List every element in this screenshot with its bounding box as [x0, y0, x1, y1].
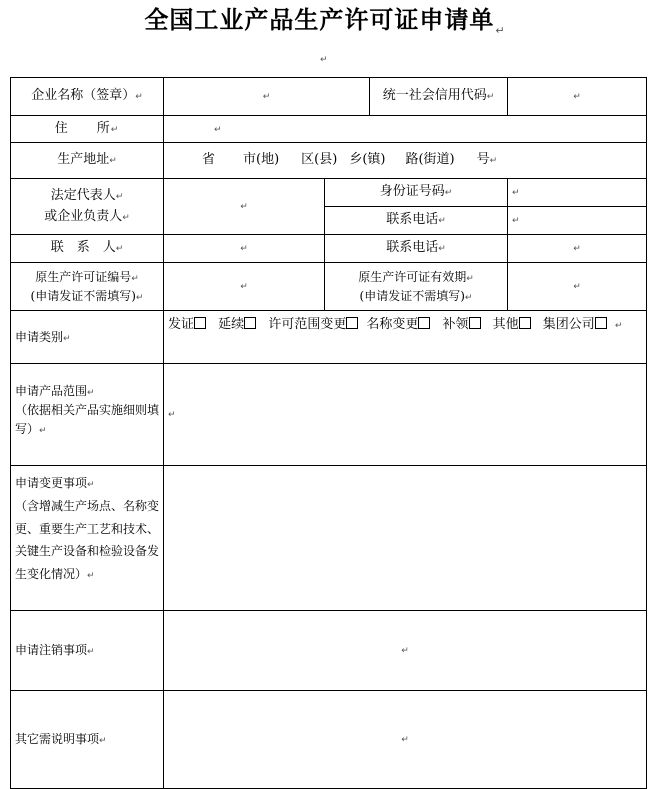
paragraph-mark-icon: ↵: [110, 124, 120, 135]
table-row: [11, 263, 647, 311]
checkbox[interactable]: [194, 317, 206, 329]
table-row: [11, 179, 647, 207]
category-option[interactable]: 发证: [168, 317, 208, 332]
table-row: [11, 143, 647, 179]
address-field[interactable]: [164, 116, 647, 143]
paragraph-mark-icon: ↵: [495, 24, 506, 37]
contact-field[interactable]: [164, 235, 325, 263]
paragraph-mark-icon: ↵: [131, 273, 139, 284]
checkbox[interactable]: [418, 317, 430, 329]
table-row: [11, 311, 647, 364]
other-items-field[interactable]: [164, 691, 647, 789]
paragraph-mark-icon: ↵: [614, 321, 623, 331]
company-name-label: 企业名称（签章）↵: [11, 78, 164, 116]
paragraph-mark-icon: ↵: [115, 244, 124, 255]
paragraph-mark-icon: ↵: [135, 292, 144, 303]
category-option[interactable]: 补领: [442, 317, 482, 332]
phone-label: 联系电话↵: [325, 207, 508, 235]
category-option[interactable]: 名称变更: [366, 317, 432, 332]
checkbox[interactable]: [519, 317, 531, 329]
table-row: [11, 78, 647, 116]
orig-valid-field[interactable]: [508, 263, 647, 311]
id-number-field[interactable]: [508, 179, 647, 207]
table-row: [11, 116, 647, 143]
address-label: 住 所↵: [11, 116, 164, 143]
paragraph-mark-icon: ↵: [486, 92, 495, 103]
legal-rep-field[interactable]: [164, 179, 325, 235]
paragraph-mark-icon: ↵: [444, 188, 453, 199]
paragraph-mark-icon: ↵: [109, 156, 117, 167]
change-items-label: 申请变更事项↵ （含增减生产场点、名称变更、重要生产工艺和技术、关键生产设备和检验设备发生变化情况）↵: [11, 466, 164, 611]
apply-type-label: 申请类别↵: [11, 311, 164, 364]
paragraph-mark-icon: ↵: [122, 212, 130, 223]
product-scope-field[interactable]: [164, 364, 647, 466]
contact-phone-label: 联系电话↵: [325, 235, 508, 263]
contact-label: 联 系 人↵: [11, 235, 164, 263]
paragraph-mark-icon: ↵: [464, 292, 473, 303]
table-row: [11, 466, 647, 611]
form-title: [0, 0, 650, 40]
paragraph-mark-icon: ↵: [401, 646, 409, 657]
cancel-items-label: 申请注销事项↵: [11, 611, 164, 691]
cancel-items-field[interactable]: [164, 611, 647, 691]
paragraph-mark-icon: ↵: [512, 216, 520, 227]
paragraph-mark-icon: ↵: [87, 571, 95, 582]
phone-field[interactable]: [508, 207, 647, 235]
production-address-label: 生产地址↵: [11, 143, 164, 179]
legal-rep-label: 法定代表人↵ 或企业负责人↵: [11, 179, 164, 235]
paragraph-mark-icon: ↵: [39, 425, 47, 436]
paragraph-mark-icon: ↵: [87, 647, 95, 658]
paragraph-mark-icon: ↵: [573, 244, 581, 255]
other-items-label: 其它需说明事项↵: [11, 691, 164, 789]
credit-code-field[interactable]: [508, 78, 647, 116]
table-row: [11, 235, 647, 263]
category-option[interactable]: 其他: [493, 317, 533, 332]
paragraph-mark-icon: ↵: [262, 92, 271, 103]
credit-code-label: 统一社会信用代码↵: [370, 78, 508, 116]
change-items-field[interactable]: [164, 466, 647, 611]
paragraph-mark-icon: ↵: [401, 735, 409, 746]
orig-valid-label: 原生产许可证有效期↵ (申请发证不需填写)↵: [325, 263, 508, 311]
paragraph-mark-icon: ↵: [87, 480, 95, 490]
table-row: [11, 611, 647, 691]
paragraph-mark-icon: ↵: [320, 55, 328, 65]
checkbox[interactable]: [469, 317, 481, 329]
paragraph-mark-icon: ↵: [63, 333, 71, 344]
paragraph-mark-icon: ↵: [240, 202, 248, 213]
id-number-label: 身份证号码↵: [325, 179, 508, 207]
apply-type-options: [164, 311, 647, 364]
form-title-text: 全国工业产品生产许可证申请单: [144, 5, 495, 34]
table-row: [11, 691, 647, 789]
production-address-field[interactable]: 省 市(地) 区(县) 乡(镇) 路(街道) 号↵: [164, 143, 647, 179]
paragraph-mark-icon: ↵: [512, 188, 520, 199]
orig-license-no-field[interactable]: [164, 263, 325, 311]
paragraph-mark-icon: ↵: [115, 192, 124, 203]
paragraph-mark-icon: ↵: [489, 156, 498, 167]
paragraph-mark-icon: ↵: [168, 410, 176, 421]
checkbox[interactable]: [244, 317, 256, 329]
paragraph-mark-icon: ↵: [573, 282, 581, 293]
checkbox[interactable]: [595, 317, 607, 329]
category-option[interactable]: 集团公司: [543, 317, 609, 332]
paragraph-mark-icon: ↵: [214, 124, 222, 135]
contact-phone-field[interactable]: [508, 235, 647, 263]
checkbox[interactable]: [346, 317, 358, 329]
paragraph-mark-icon: ↵: [438, 244, 446, 255]
paragraph-mark-icon: ↵: [240, 244, 248, 255]
paragraph-mark-icon: ↵: [573, 92, 581, 103]
paragraph-mark-icon: ↵: [466, 273, 474, 284]
orig-license-no-label: 原生产许可证编号↵ (申请发证不需填写)↵: [11, 263, 164, 311]
paragraph-mark-icon: ↵: [87, 388, 95, 398]
category-option[interactable]: 延续: [218, 317, 258, 332]
table-row: [11, 364, 647, 466]
paragraph-mark-icon: ↵: [135, 92, 143, 103]
company-name-field[interactable]: [164, 78, 370, 116]
paragraph-mark-icon: ↵: [438, 216, 446, 227]
paragraph-mark-icon: ↵: [240, 282, 248, 293]
paragraph-mark-icon: ↵: [99, 736, 107, 747]
category-option[interactable]: 许可范围变更: [268, 317, 360, 332]
product-scope-label: 申请产品范围↵ （依据相关产品实施细则填写）↵: [11, 364, 164, 466]
application-form-table: [10, 77, 647, 789]
